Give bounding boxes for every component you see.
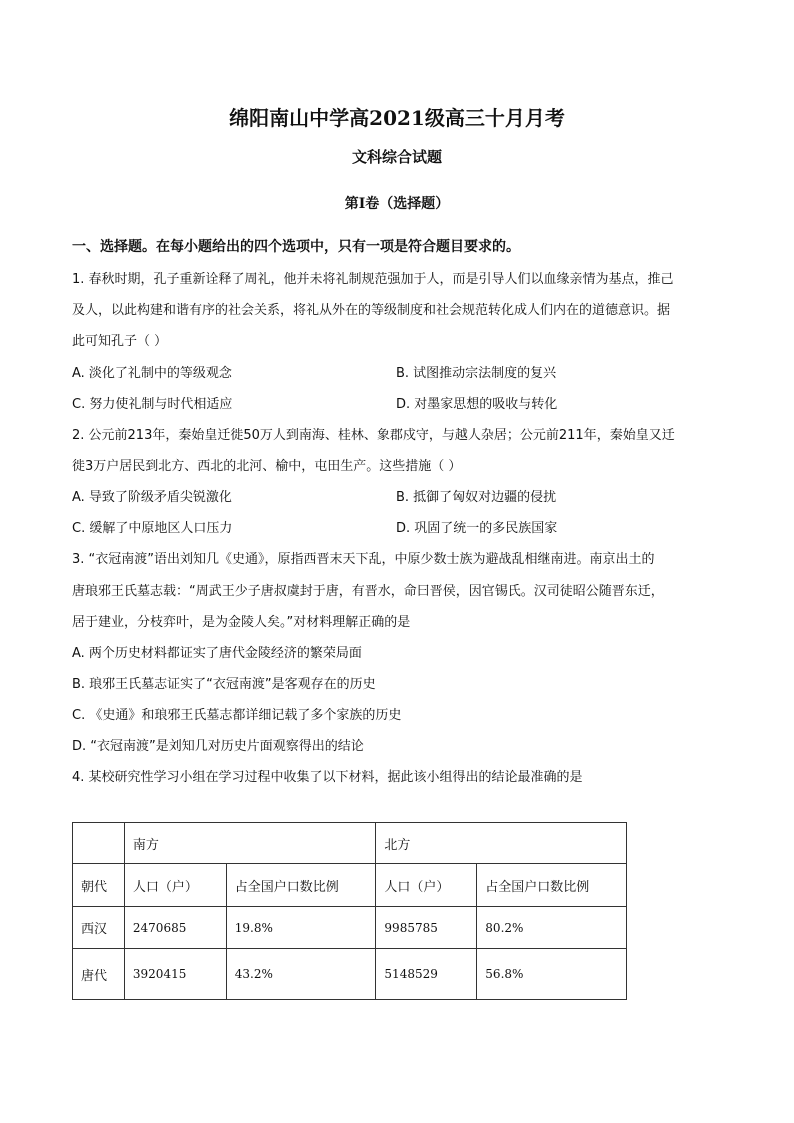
table-header-dynasty: 朝代 [73, 864, 125, 907]
table-cell-south-population: 2470685 [124, 907, 226, 949]
exam-subtitle: 文科综合试题 [351, 148, 442, 166]
exam-title: 绵阳南山中学高2021级高三十月月考 [229, 106, 565, 130]
table-header-north-ratio: 占全国户口数比例 [477, 864, 627, 907]
table-cell-south-population: 3920415 [124, 949, 226, 1000]
volume-heading: 第Ⅰ卷（选择题） [344, 196, 450, 212]
question-2-option-c[interactable]: C. 缓解了中原地区人口压力 [72, 521, 233, 536]
question-2-option-a[interactable]: A. 导致了阶级矛盾尖锐激化 [72, 490, 232, 505]
table-cell-south-ratio: 43.2% [226, 949, 376, 1000]
table-cell-north-ratio: 80.2% [477, 907, 627, 949]
question-3-option-c[interactable]: C. 《史通》和琅邪王氏墓志都详细记载了多个家族的历史 [72, 708, 402, 723]
question-1-option-a[interactable]: A. 淡化了礼制中的等级观念 [72, 366, 232, 381]
table-cell-south-ratio: 19.8% [226, 907, 376, 949]
table-header-south-ratio: 占全国户口数比例 [226, 864, 376, 907]
question-1-line-2: 及人，以此构建和谐有序的社会关系，将礼从外在的等级制度和社会规范转化成人们内在的道德意识。据 [72, 303, 671, 318]
question-1-option-d[interactable]: D. 对墨家思想的吸收与转化 [396, 397, 558, 412]
table-cell-north-population: 5148529 [376, 949, 477, 1000]
question-3-line-3: 居于建业，分枝弈叶，是为金陵人矣。”对材料理解正确的是 [72, 615, 411, 630]
table-cell-dynasty: 唐代 [73, 949, 125, 1000]
table-header-south-population: 人口（户） [124, 864, 226, 907]
question-2-line-1: 2. 公元前213年，秦始皇迁徙50万人到南海、桂林、象郡戍守，与越人杂居；公元前211年，秦始皇又迁 [72, 428, 675, 443]
table-corner-cell [73, 823, 125, 864]
question-3-option-d[interactable]: D. “衣冠南渡”是刘知几对历史片面观察得出的结论 [72, 739, 364, 754]
table-group-header-south: 南方 [124, 823, 376, 864]
table-row [73, 907, 627, 949]
question-2-option-d[interactable]: D. 巩固了统一的多民族国家 [396, 521, 558, 536]
question-1-option-b[interactable]: B. 试图推动宗法制度的复兴 [396, 366, 557, 381]
question-3-line-2: 唐琅邪王氏墓志载：“周武王少子唐叔虞封于唐，有晋水，命曰晋侯，因官锡氏。汉司徒昭公随晋东迁， [72, 584, 664, 599]
table-group-header-north: 北方 [376, 823, 627, 864]
table-header-north-population: 人口（户） [376, 864, 477, 907]
question-1-line-1: 1. 春秋时期，孔子重新诠释了周礼，他并未将礼制规范强加于人，而是引导人们以血缘亲情为基点，推己 [72, 272, 674, 287]
table-header-row [73, 864, 627, 907]
table-cell-north-ratio: 56.8% [477, 949, 627, 1000]
question-2-option-b[interactable]: B. 抵御了匈奴对边疆的侵扰 [396, 490, 557, 505]
question-2-line-2: 徙3万户居民到北方、西北的北河、榆中，屯田生产。这些措施（ ） [72, 459, 462, 474]
table-row [73, 949, 627, 1000]
section-heading: 一、选择题。在每小题给出的四个选项中，只有一项是符合题目要求的。 [72, 239, 520, 255]
population-table [72, 822, 627, 1000]
table-cell-dynasty: 西汉 [73, 907, 125, 949]
table-cell-north-population: 9985785 [376, 907, 477, 949]
question-1-line-3: 此可知孔子（ ） [72, 334, 168, 349]
question-1-option-c[interactable]: C. 努力使礼制与时代相适应 [72, 397, 233, 412]
question-3-option-a[interactable]: A. 两个历史材料都证实了唐代金陵经济的繁荣局面 [72, 646, 362, 661]
table-group-header-row [73, 823, 627, 864]
question-3-option-b[interactable]: B. 琅邪王氏墓志证实了“衣冠南渡”是客观存在的历史 [72, 677, 376, 692]
question-4-line-1: 4. 某校研究性学习小组在学习过程中收集了以下材料，据此该小组得出的结论最准确的是 [72, 770, 583, 785]
question-3-line-1: 3. “衣冠南渡”语出刘知几《史通》，原指西晋末天下乱，中原少数士族为避战乱相继南进。南京出土的 [72, 552, 655, 567]
